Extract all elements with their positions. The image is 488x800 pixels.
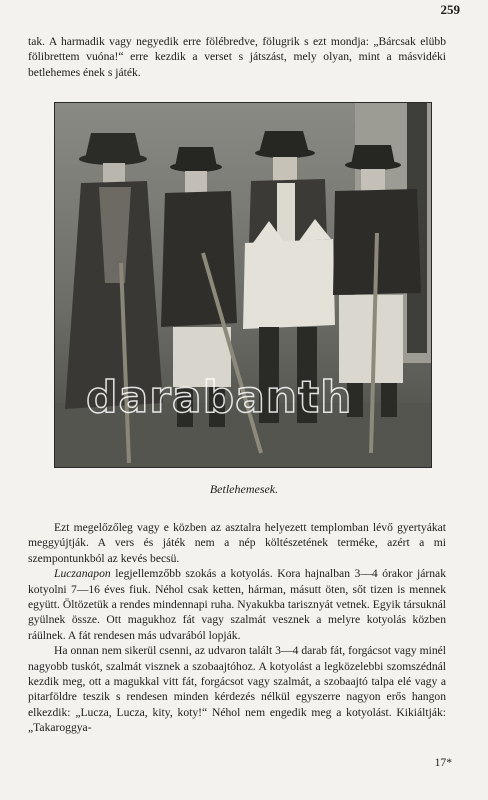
paragraph-3 [28,643,446,735]
figure-caption: Betlehemesek. [209,482,279,496]
paragraph-1 [28,520,446,566]
body-text [28,520,446,736]
paragraph-2 [28,566,446,643]
paragraph-2-lead: Luczanapon [54,567,111,581]
top-paragraph-text: tak. A harmadik vagy negyedik erre fölébredve, fölugrik s ezt mondja: „Bárcsak elübb fölibrettem vuóna!“ erre kezdik a verset s játszást, mely olyan, mint a másvidéki betlehemes ének s játék. [28,35,446,79]
paragraph-3-text: Ha onnan nem sikerül csenni, az udvaron talált 3—4 darab fát, forgácsot vagy minél nagyobb tuskót, szalmát visznek a szobaajtóhoz. A kotyolást a legközelebbi szomszédnál kezdik meg, ott a magukkal vitt fát, forgácsot vagy szalmát, a szobaajtó talpa elé vagy a pitarföldre teszik s rendesen minden kérdezés nélkül egyszerre nagyon erős hangon elkezdik: „Lucza, Lucza, kity, koty!“ Néhol nem engedik meg a kotyolást. Kikiáltják: „Takaroggya- [28,644,446,735]
paragraph-2-text: legjellemzőbb szokás a kotyolás. Kora hajnalban 3—4 órakor járnak kotyolni 7—16 éves fiuk. Néhol csak ketten, hárman, másutt öten, sőt tizen is mennek együtt. Öltözetük a rendes mindennapi ruha. Nyakukba tarisznyát vetnek. Egyik társuknál gyülnek össze. Ott magukhoz fát vagy szalmát vesznek a melyre kotyolás közben ráülnek. A fát rendesen más udvarából lopják. [28,567,446,642]
signature-mark: 17* [434,756,452,769]
page-number: 259 [440,2,460,17]
paragraph-1-text: Ezt megelőzőleg vagy e közben az asztalra helyezett templomban lévő gyertyákat meggyújtják. A vers és játék nem a nép költészetének terméke, azért a mi szempontunkból az kevés becsü. [28,521,446,565]
watermark-darabanth: darabanth [86,372,353,423]
top-paragraph [28,34,446,80]
